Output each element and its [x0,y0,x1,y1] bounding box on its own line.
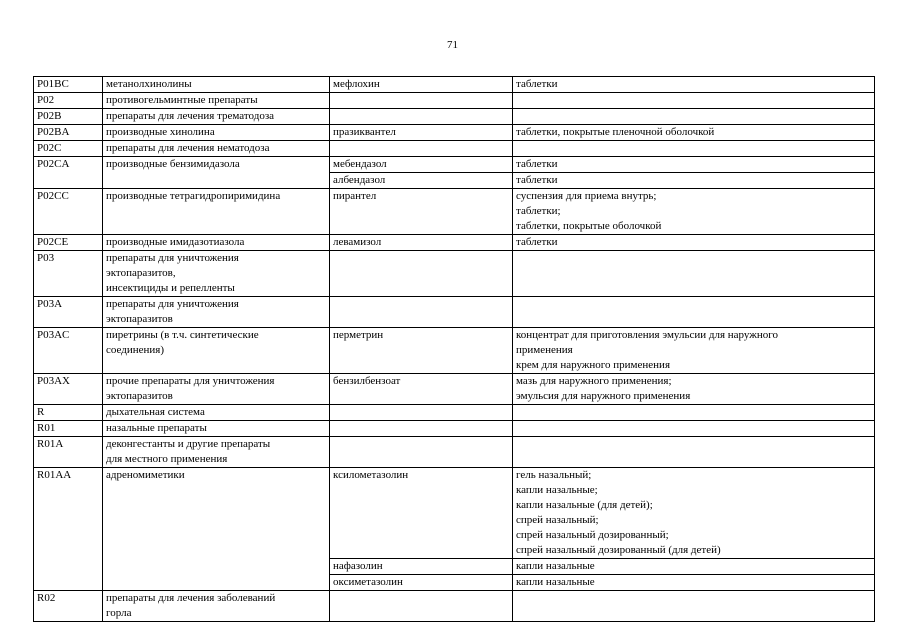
dosage-form-cell [513,235,875,251]
drug-name-cell-line: пирантел [333,190,377,202]
dosage-form-cell [513,77,875,93]
atc-code-cell [34,251,103,297]
atc-group-cell-line: производные тетрагидропиримидина [106,190,281,202]
drug-name-cell-line: левамизол [333,236,382,248]
table-row [34,93,875,109]
page-number: 71 [447,39,458,51]
table-row [34,141,875,157]
atc-group-cell-line: деконгестанты и другие препараты [106,438,271,450]
atc-group-cell-line: метанолхинолины [106,78,192,90]
atc-code-cell [34,328,103,374]
table-row [34,374,875,405]
atc-group-cell-line: пиретрины (в т.ч. синтетические [106,329,259,341]
dosage-form-cell [513,374,875,405]
dosage-form-cell [513,93,875,109]
atc-code-cell-line: P02CE [37,236,69,248]
atc-code-cell-line: P02CC [37,190,69,202]
atc-group-cell [103,421,330,437]
dosage-form-cell-line: эмульсия для наружного применения [516,390,691,402]
atc-group-cell [103,328,330,374]
table-row [34,235,875,251]
drug-name-cell [330,405,513,421]
dosage-form-cell [513,297,875,328]
atc-group-cell [103,125,330,141]
dosage-form-cell-line: гель назальный; [516,469,592,481]
atc-group-cell-line: соединения) [106,344,165,356]
atc-code-cell [34,297,103,328]
atc-group-cell-line: для местного применения [106,453,228,465]
atc-code-cell-line: P02CA [37,158,70,170]
atc-code-cell [34,421,103,437]
drug-name-cell [330,297,513,328]
dosage-form-cell-line: капли назальные [516,576,595,588]
table-row [34,297,875,328]
drug-classification-table [33,76,875,622]
dosage-form-cell [513,157,875,173]
dosage-form-cell-line: таблетки, покрытые пленочной оболочкой [516,126,715,138]
atc-group-cell-line: назальные препараты [106,422,207,434]
drug-name-cell-line: нафазолин [333,560,383,572]
atc-group-cell-line: прочие препараты для уничтожения [106,375,275,387]
drug-name-cell-line: оксиметазолин [333,576,403,588]
table-row [34,109,875,125]
atc-group-cell [103,77,330,93]
atc-group-cell-line: инсектициды и репелленты [106,282,235,294]
drug-name-cell [330,374,513,405]
dosage-form-cell-line: таблетки [516,78,558,90]
dosage-form-cell-line: таблетки, покрытые оболочкой [516,220,662,232]
dosage-form-cell-line: концентрат для приготовления эмульсии для наружного [516,329,778,341]
atc-group-cell [103,93,330,109]
atc-group-cell [103,109,330,125]
atc-group-cell [103,235,330,251]
atc-code-cell-line: P01BC [37,78,69,90]
dosage-form-cell [513,437,875,468]
atc-code-cell-line: P02 [37,94,55,106]
dosage-form-cell-line: применения [516,344,573,356]
atc-code-cell-line: P02C [37,142,62,154]
atc-group-cell-line: адреномиметики [106,469,185,481]
atc-code-cell [34,189,103,235]
dosage-form-cell-line: таблетки [516,236,558,248]
drug-name-cell-line: перметрин [333,329,384,341]
dosage-form-cell-line: капли назальные (для детей); [516,499,653,511]
dosage-form-cell-line: крем для наружного применения [516,359,671,371]
atc-code-cell-line: P03A [37,298,63,310]
atc-code-cell-line: P02B [37,110,62,122]
atc-group-cell-line: производные имидазотиазола [106,236,245,248]
drug-name-cell [330,328,513,374]
dosage-form-cell [513,559,875,575]
atc-code-cell [34,77,103,93]
drug-name-cell-line: ксилометазолин [333,469,409,481]
atc-group-cell [103,437,330,468]
atc-code-cell [34,109,103,125]
atc-group-cell-line: дыхательная система [106,406,205,418]
atc-code-cell [34,125,103,141]
table-body [34,77,875,622]
dosage-form-cell [513,575,875,591]
dosage-form-cell [513,421,875,437]
dosage-form-cell-line: капли назальные; [516,484,598,496]
drug-name-cell [330,157,513,173]
atc-code-cell [34,591,103,622]
table-row [34,157,875,173]
atc-code-cell-line: R01AA [37,469,72,481]
drug-name-cell [330,109,513,125]
atc-group-cell-line: горла [106,607,132,619]
atc-group-cell-line: препараты для лечения нематодоза [106,142,270,154]
table-row [34,421,875,437]
dosage-form-cell [513,189,875,235]
atc-group-cell [103,468,330,591]
table-row [34,251,875,297]
table-row [34,189,875,235]
dosage-form-cell [513,141,875,157]
atc-group-cell-line: противогельминтные препараты [106,94,258,106]
dosage-form-cell [513,468,875,559]
dosage-form-cell-line: мазь для наружного применения; [516,375,672,387]
drug-name-cell [330,468,513,559]
atc-group-cell-line: препараты для лечения трематодоза [106,110,275,122]
dosage-form-cell [513,591,875,622]
atc-code-cell-line: P03AX [37,375,71,387]
atc-code-cell [34,157,103,189]
dosage-form-cell [513,251,875,297]
atc-code-cell-line: P03AC [37,329,70,341]
atc-group-cell [103,251,330,297]
dosage-form-cell-line: спрей назальный дозированный (для детей) [516,544,721,556]
atc-group-cell [103,157,330,189]
drug-name-cell [330,125,513,141]
table-row [34,405,875,421]
atc-group-cell-line: препараты для уничтожения [106,298,239,310]
drug-name-cell [330,251,513,297]
atc-code-cell [34,405,103,421]
drug-name-cell [330,93,513,109]
atc-code-cell [34,235,103,251]
dosage-form-cell-line: суспензия для приема внутрь; [516,190,657,202]
atc-code-cell-line: P02BA [37,126,70,138]
atc-code-cell-line: R01A [37,438,64,450]
drug-name-cell [330,189,513,235]
dosage-form-cell-line: таблетки [516,158,558,170]
drug-name-cell [330,141,513,157]
atc-code-cell-line: R02 [37,592,56,604]
drug-name-cell [330,77,513,93]
drug-name-cell [330,173,513,189]
table-row [34,591,875,622]
atc-code-cell [34,437,103,468]
drug-name-cell [330,575,513,591]
dosage-form-cell-line: капли назальные [516,560,595,572]
drug-name-cell-line: мефлохин [333,78,380,90]
table-row [34,437,875,468]
atc-group-cell [103,405,330,421]
atc-code-cell [34,374,103,405]
atc-group-cell-line: препараты для уничтожения [106,252,239,264]
dosage-form-cell-line: таблетки [516,174,558,186]
atc-group-cell [103,141,330,157]
atc-group-cell-line: эктопаразитов [106,390,173,402]
dosage-form-cell-line: спрей назальный дозированный; [516,529,669,541]
atc-group-cell-line: производные хинолина [106,126,215,138]
atc-group-cell-line: производные бензимидазола [106,158,240,170]
atc-group-cell-line: эктопаразитов [106,313,173,325]
table-row [34,328,875,374]
table-row [34,125,875,141]
drug-name-cell-line: албендазол [333,174,386,186]
drug-name-cell-line: мебендазол [333,158,387,170]
atc-code-cell-line: R01 [37,422,56,434]
atc-code-cell-line: P03 [37,252,55,264]
dosage-form-cell [513,405,875,421]
drug-name-cell-line: празиквантел [333,126,396,138]
atc-code-cell [34,468,103,591]
drug-name-cell-line: бензилбензоат [333,375,401,387]
atc-group-cell [103,297,330,328]
dosage-form-cell [513,328,875,374]
drug-name-cell [330,437,513,468]
atc-group-cell [103,374,330,405]
atc-group-cell [103,591,330,622]
dosage-form-cell [513,109,875,125]
table-row [34,77,875,93]
atc-code-cell [34,93,103,109]
drug-name-cell [330,235,513,251]
drug-name-cell [330,559,513,575]
dosage-form-cell-line: спрей назальный; [516,514,599,526]
dosage-form-cell [513,173,875,189]
dosage-form-cell [513,125,875,141]
atc-group-cell-line: эктопаразитов, [106,267,176,279]
table-row [34,468,875,559]
atc-group-cell [103,189,330,235]
drug-name-cell [330,591,513,622]
drug-name-cell [330,421,513,437]
atc-code-cell-line: R [37,406,45,418]
atc-group-cell-line: препараты для лечения заболеваний [106,592,276,604]
atc-code-cell [34,141,103,157]
dosage-form-cell-line: таблетки; [516,205,561,217]
